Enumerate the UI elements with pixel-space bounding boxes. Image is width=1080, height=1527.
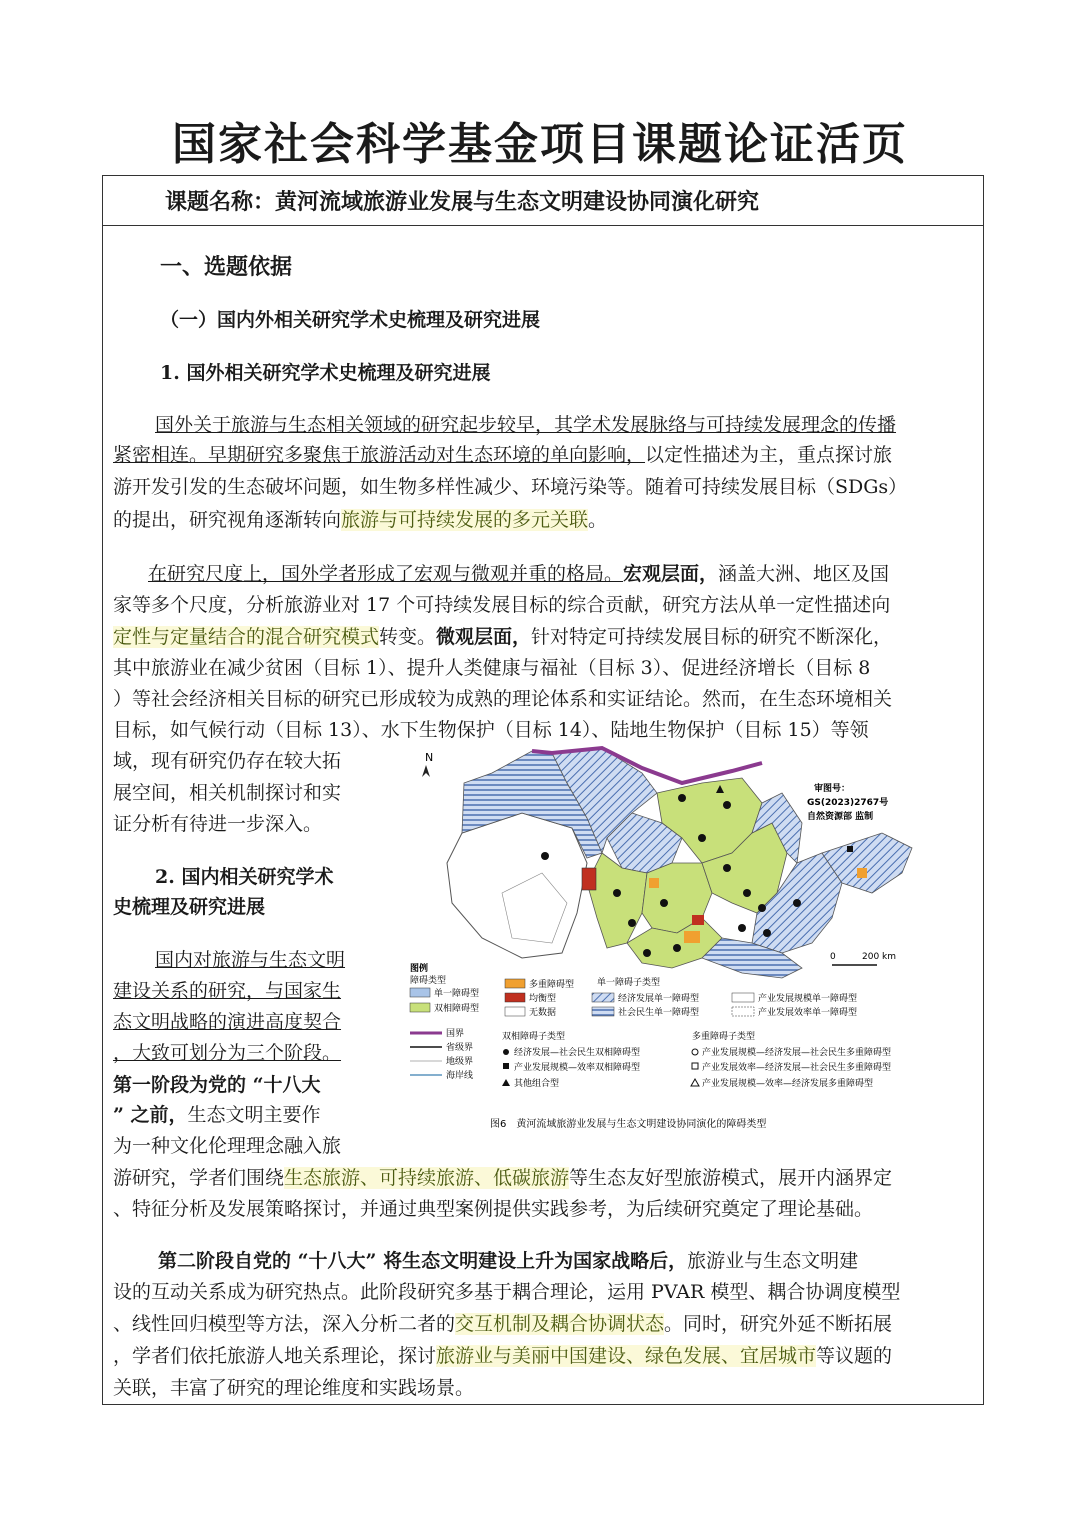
paragraph-line: 的提出，研究视角逐渐转向旅游与可持续发展的多元关联。 (113, 509, 608, 531)
approval-line: 自然资源部 监制 (807, 812, 874, 822)
map-region-balanced (692, 915, 704, 925)
paragraph-line: 展空间，相关机制探讨和实 (113, 782, 342, 804)
north-label: N (425, 751, 434, 764)
approval-line: GS(2023)2767号 (807, 798, 889, 808)
legend-item: 海岸线 (446, 1071, 474, 1081)
paragraph-line: 证分析有待进一步深入。 (113, 813, 323, 835)
square-icon (503, 1063, 509, 1069)
legend-swatch (732, 993, 754, 1002)
legend-item: 无数据 (529, 1008, 557, 1018)
map-region-multi (649, 878, 659, 888)
topic-value: 黄河流域旅游业发展与生态文明建设协同演化研究 (275, 189, 760, 215)
square-outline-icon (692, 1063, 698, 1069)
legend-header: 双相障碍子类型 (502, 1032, 566, 1042)
paragraph-line: 国外关于旅游与生态相关领域的研究起步较早，其学术发展脉络与可持续发展理念的传播 (155, 414, 897, 436)
legend-item: 地级界 (446, 1057, 474, 1067)
paragraph-line: 游研究，学者们围绕生态旅游、可持续旅游、低碳旅游等生态友好型旅游模式，展开内涵界定 (113, 1167, 893, 1189)
legend-swatch (505, 993, 525, 1002)
paragraph-line: 、特征分析及发展策略探讨，并通过典型案例提供实践参考，为后续研究奠定了理论基础。 (113, 1198, 874, 1220)
legend-item: 多重障碍型 (529, 980, 575, 990)
paragraph-line: 国内对旅游与生态文明 (155, 949, 346, 971)
legend-item: 单一障碍型 (434, 989, 480, 999)
north-arrow-icon (422, 765, 430, 777)
legend-item: 产业发展规模—效率双相障碍型 (514, 1063, 641, 1073)
paragraph-line: ” 之前，生态文明主要作 (113, 1104, 321, 1126)
legend-header: 障碍类型 (410, 976, 447, 986)
item-heading-domestic-cont: 史梳理及研究进展 (113, 896, 266, 918)
legend-swatch (410, 1003, 430, 1012)
section-heading: 一、选题依据 (160, 254, 293, 280)
paragraph-line: 目标，如气候行动（目标 13）、水下生物保护（目标 14）、陆地生物保护（目标 15）等领 (113, 719, 869, 741)
legend-item: 产业发展效率单一障碍型 (758, 1008, 858, 1018)
paragraph-line: ，学者们依托旅游人地关系理论，探讨旅游业与美丽中国建设、绿色发展、宜居城市等议题的 (113, 1345, 893, 1367)
legend-item: 经济发展—社会民生双相障碍型 (514, 1048, 641, 1058)
paragraph-line: 态文明战略的演进高度契合 (113, 1011, 342, 1033)
legend-title: 图例 (410, 964, 429, 974)
item-heading-domestic: 2. 国内相关研究学术 (155, 866, 334, 888)
circle-icon (692, 1049, 698, 1055)
legend-item: 均衡型 (529, 994, 557, 1004)
legend-swatch (732, 1007, 754, 1016)
map-svg (402, 743, 972, 1141)
paragraph-line: 其中旅游业在减少贫困（目标 1）、提升人类健康与福祉（目标 3）、促进经济增长（目标 8 (113, 657, 871, 679)
legend-swatch (410, 988, 430, 997)
paragraph-line: 、线性回归模型等方法，深入分析二者的交互机制及耦合协调状态。同时，研究外延不断拓展 (113, 1313, 893, 1335)
legend-swatch (505, 979, 525, 988)
legend-header: 单一障碍子类型 (597, 978, 661, 988)
scale-zero: 0 (830, 952, 836, 962)
legend-item: 产业发展效率—经济发展—社会民生多重障碍型 (702, 1063, 892, 1073)
paragraph-line: 定性与定量结合的混合研究模式转变。微观层面，针对特定可持续发展目标的研究不断深化， (113, 626, 893, 648)
legend-item: 产业发展规模—经济发展—社会民生多重障碍型 (702, 1048, 892, 1058)
subsection-heading: （一）国内外相关研究学术史梳理及研究进展 (160, 309, 541, 331)
figure-caption: 图6 黄河流域旅游业发展与生态文明建设协同演化的障碍类型 (490, 1119, 767, 1130)
legend-item: 社会民生单一障碍型 (618, 1008, 700, 1018)
triangle-icon (502, 1079, 510, 1086)
map-region-balanced (582, 868, 596, 890)
page-title: 国家社会科学基金项目课题论证活页 (172, 119, 908, 170)
triangle-outline-icon (691, 1079, 699, 1086)
legend-header: 多重障碍子类型 (692, 1032, 756, 1042)
item-heading-foreign: 1. 国外相关研究学术史梳理及研究进展 (160, 362, 491, 384)
paragraph-line: 在研究尺度上，国外学者形成了宏观与微观并重的格局。宏观层面，涵盖大洲、地区及国 (148, 563, 890, 585)
legend-swatch (505, 1007, 525, 1016)
paragraph-line: 关联，丰富了研究的理论维度和实践场景。 (113, 1377, 475, 1399)
paragraph-line: 域，现有研究仍存在较大拓 (113, 750, 342, 772)
topic-row (103, 176, 983, 226)
map-region-multi (684, 931, 700, 943)
topic-title (165, 185, 759, 216)
legend-item: 产业发展规模—效率—经济发展多重障碍型 (702, 1079, 874, 1089)
approval-line: 审图号： (814, 784, 851, 794)
paragraph-line: 为一种文化伦理理念融入旅 (113, 1135, 342, 1157)
dot-icon (503, 1049, 509, 1055)
legend-swatch (592, 1007, 614, 1016)
legend-item: 省级界 (446, 1043, 474, 1053)
paragraph-line: ）等社会经济相关目标的研究已形成较为成熟的理论体系和实证结论。然而，在生态环境相关 (113, 688, 893, 710)
legend-item: 其他组合型 (514, 1079, 560, 1089)
scale-distance: 200 km (862, 952, 897, 962)
map-figure (402, 743, 972, 1141)
topic-label: 课题名称： (165, 189, 276, 215)
paragraph-line: 建设关系的研究，与国家生 (113, 980, 342, 1002)
paragraph-line: 第一阶段为党的 “十八大 (113, 1074, 321, 1096)
paragraph-line: 第二阶段自党的 “十八大” 将生态文明建设上升为国家战略后，旅游业与生态文明建 (158, 1250, 859, 1272)
legend-swatch (592, 993, 614, 1002)
paragraph-line: 游开发引发的生态破坏问题，如生物多样性减少、环境污染等。随着可持续发展目标（SDGs） (113, 476, 908, 498)
paragraph-line: 家等多个尺度，分析旅游业对 17 个可持续发展目标的综合贡献，研究方法从单一定性描述向 (113, 594, 891, 616)
legend-item: 经济发展单一障碍型 (618, 994, 700, 1004)
paragraph-line: 紧密相连。早期研究多聚焦于旅游活动对生态环境的单向影响，以定性描述为主，重点探讨旅 (113, 444, 893, 466)
map-region-multi (857, 868, 867, 878)
square-marker-icon (847, 846, 853, 852)
legend-item: 产业发展规模单一障碍型 (758, 994, 858, 1004)
legend-item: 国界 (446, 1029, 465, 1039)
paragraph-line: 设的互动关系成为研究热点。此阶段研究多基于耦合理论，运用 PVAR 模型、耦合协调度模型 (113, 1281, 901, 1303)
legend-item: 双相障碍型 (434, 1004, 480, 1014)
paragraph-line: ，大致可划分为三个阶段。 (113, 1042, 342, 1064)
